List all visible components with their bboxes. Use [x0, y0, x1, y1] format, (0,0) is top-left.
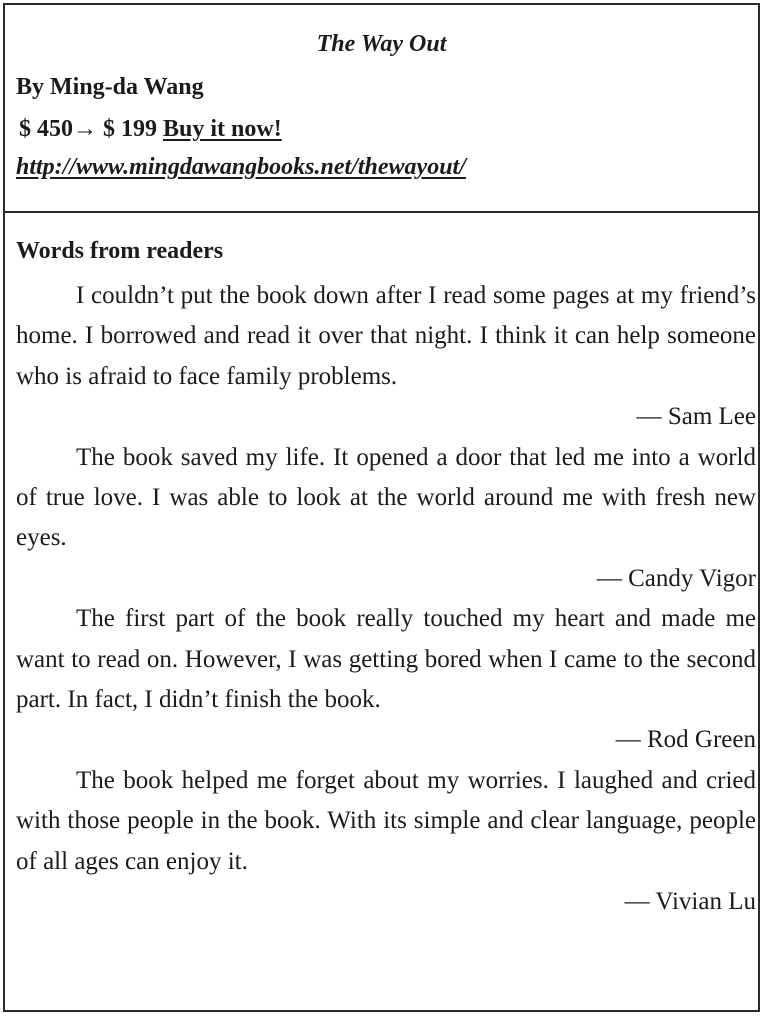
review-item [16, 761, 756, 923]
review-item [16, 599, 756, 761]
price-arrow-icon: → [73, 116, 97, 142]
old-price: $ 450 [19, 116, 73, 142]
book-title: The Way Out [316, 31, 447, 57]
review-signature: — Candy Vigor [596, 564, 756, 592]
book-url-link[interactable]: http://www.mingdawangbooks.net/thewayout/ [16, 154, 466, 180]
review-signature: — Sam Lee [636, 403, 756, 431]
review-signature: — Vivian Lu [624, 888, 756, 916]
review-text: I couldn’t put the book down after I read some pages at my friend’s home. I borrowed and read it over that night. I think it can help someone who is afraid to face family problems. [16, 282, 756, 390]
review-signature: — Rod Green [615, 726, 756, 754]
readers-heading: Words from readers [16, 238, 224, 264]
review-text: The first part of the book really touched my heart and made me want to read on. However, I was getting bored when I came to the second part. In fact, I didn’t finish the book. [16, 605, 756, 714]
buy-now-link[interactable]: Buy it now! [163, 116, 282, 142]
advertisement-frame [3, 3, 760, 1012]
review-item [16, 438, 756, 600]
review-text: The book helped me forget about my worries. I laughed and cried with those people in the book. With its simple and clear language, people of all ages can enjoy it. [16, 766, 756, 875]
new-price: $ 199 [103, 116, 157, 142]
book-info-panel [5, 5, 758, 213]
reviews-list [16, 276, 756, 923]
book-author: By Ming-da Wang [16, 74, 204, 100]
review-item [16, 276, 756, 438]
price-line [19, 116, 282, 143]
review-text: The book saved my life. It opened a door that led me into a world of true love. I was able to look at the world around me with fresh new eyes. [16, 443, 756, 552]
